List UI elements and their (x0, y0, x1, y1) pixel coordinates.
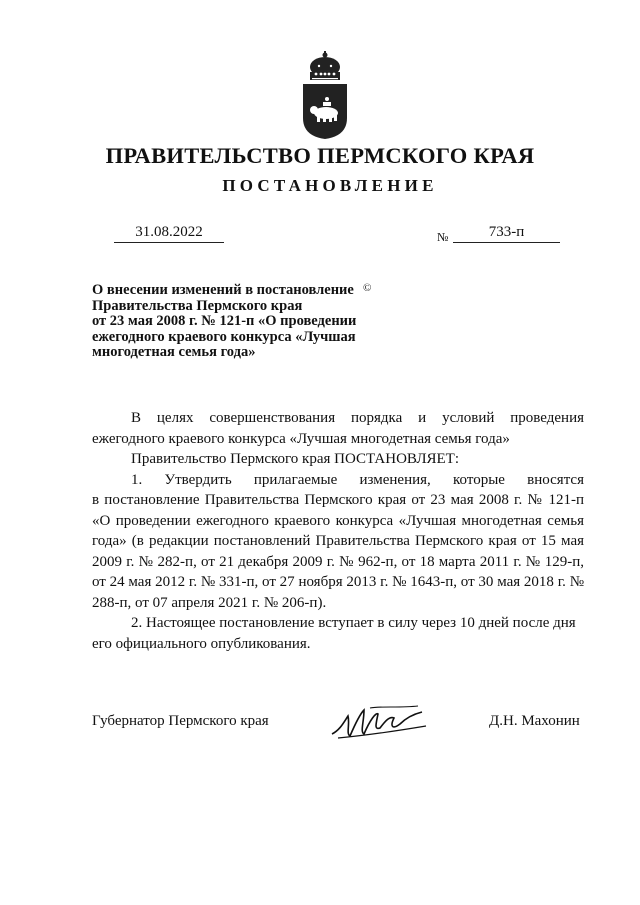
decree-line: Правительство Пермского края ПОСТАНОВЛЯЕТ: (131, 451, 460, 467)
document-date: 31.08.2022 (114, 224, 224, 243)
title-line: от 23 мая 2008 г. № 121-п «О проведении (92, 313, 357, 329)
handwritten-signature (330, 700, 430, 744)
item-1-text: в постановление Правительства Пермского края от 23 мая 2008 г. № 121-п «О проведении ежегодного краевого конкурса «Лучшая многодетная семья года» (в редакции постановлений Правительства Пермского края от 15 мая 2009 г. № 282-п, от 21 декабря 2009 г. № 962-п, от 18 марта 2011 г. № 129-п, от 24 мая 2012 г. № 331-п, от 27 ноября 2013 г. № 1643-п, от 30 мая 2018 г. № 288-п, от 07 апреля 2021 г. № 206-п). (92, 492, 584, 611)
document-type-heading: ПОСТАНОВЛЕНИЕ (222, 176, 438, 195)
item-1-line-1: 1. Утвердить прилагаемые изменения, которые вносятся (131, 471, 584, 488)
title-line: О внесении изменений в постановление (92, 282, 354, 298)
intro-line-1: В целях совершенствования порядка и условий проведения (131, 410, 584, 426)
corner-mark: © (363, 282, 372, 294)
title-line: ежегодного краевого конкурса «Лучшая (92, 328, 356, 345)
number-label: № (437, 230, 449, 244)
title-line: многодетная семья года» (92, 344, 256, 360)
intro-line-2: ежегодного краевого конкурса «Лучшая многодетная семья года» (92, 430, 510, 447)
signatory-name: Д.Н. Махонин (489, 713, 580, 729)
crown-icon (310, 51, 340, 80)
title-line: Правительства Пермского края (92, 297, 303, 314)
coat-of-arms-emblem (299, 50, 351, 140)
item-2-line-1: 2. Настоящее постановление вступает в силу через 10 дней после дня (131, 615, 576, 631)
signatory-position: Губернатор Пермского края (92, 713, 269, 729)
item-2-line-2: его официального опубликования. (92, 635, 311, 652)
government-heading: ПРАВИТЕЛЬСТВО ПЕРМСКОГО КРАЯ (105, 143, 535, 168)
document-number: 733-п (453, 224, 560, 243)
document-body (92, 408, 584, 654)
document-title (92, 283, 392, 361)
